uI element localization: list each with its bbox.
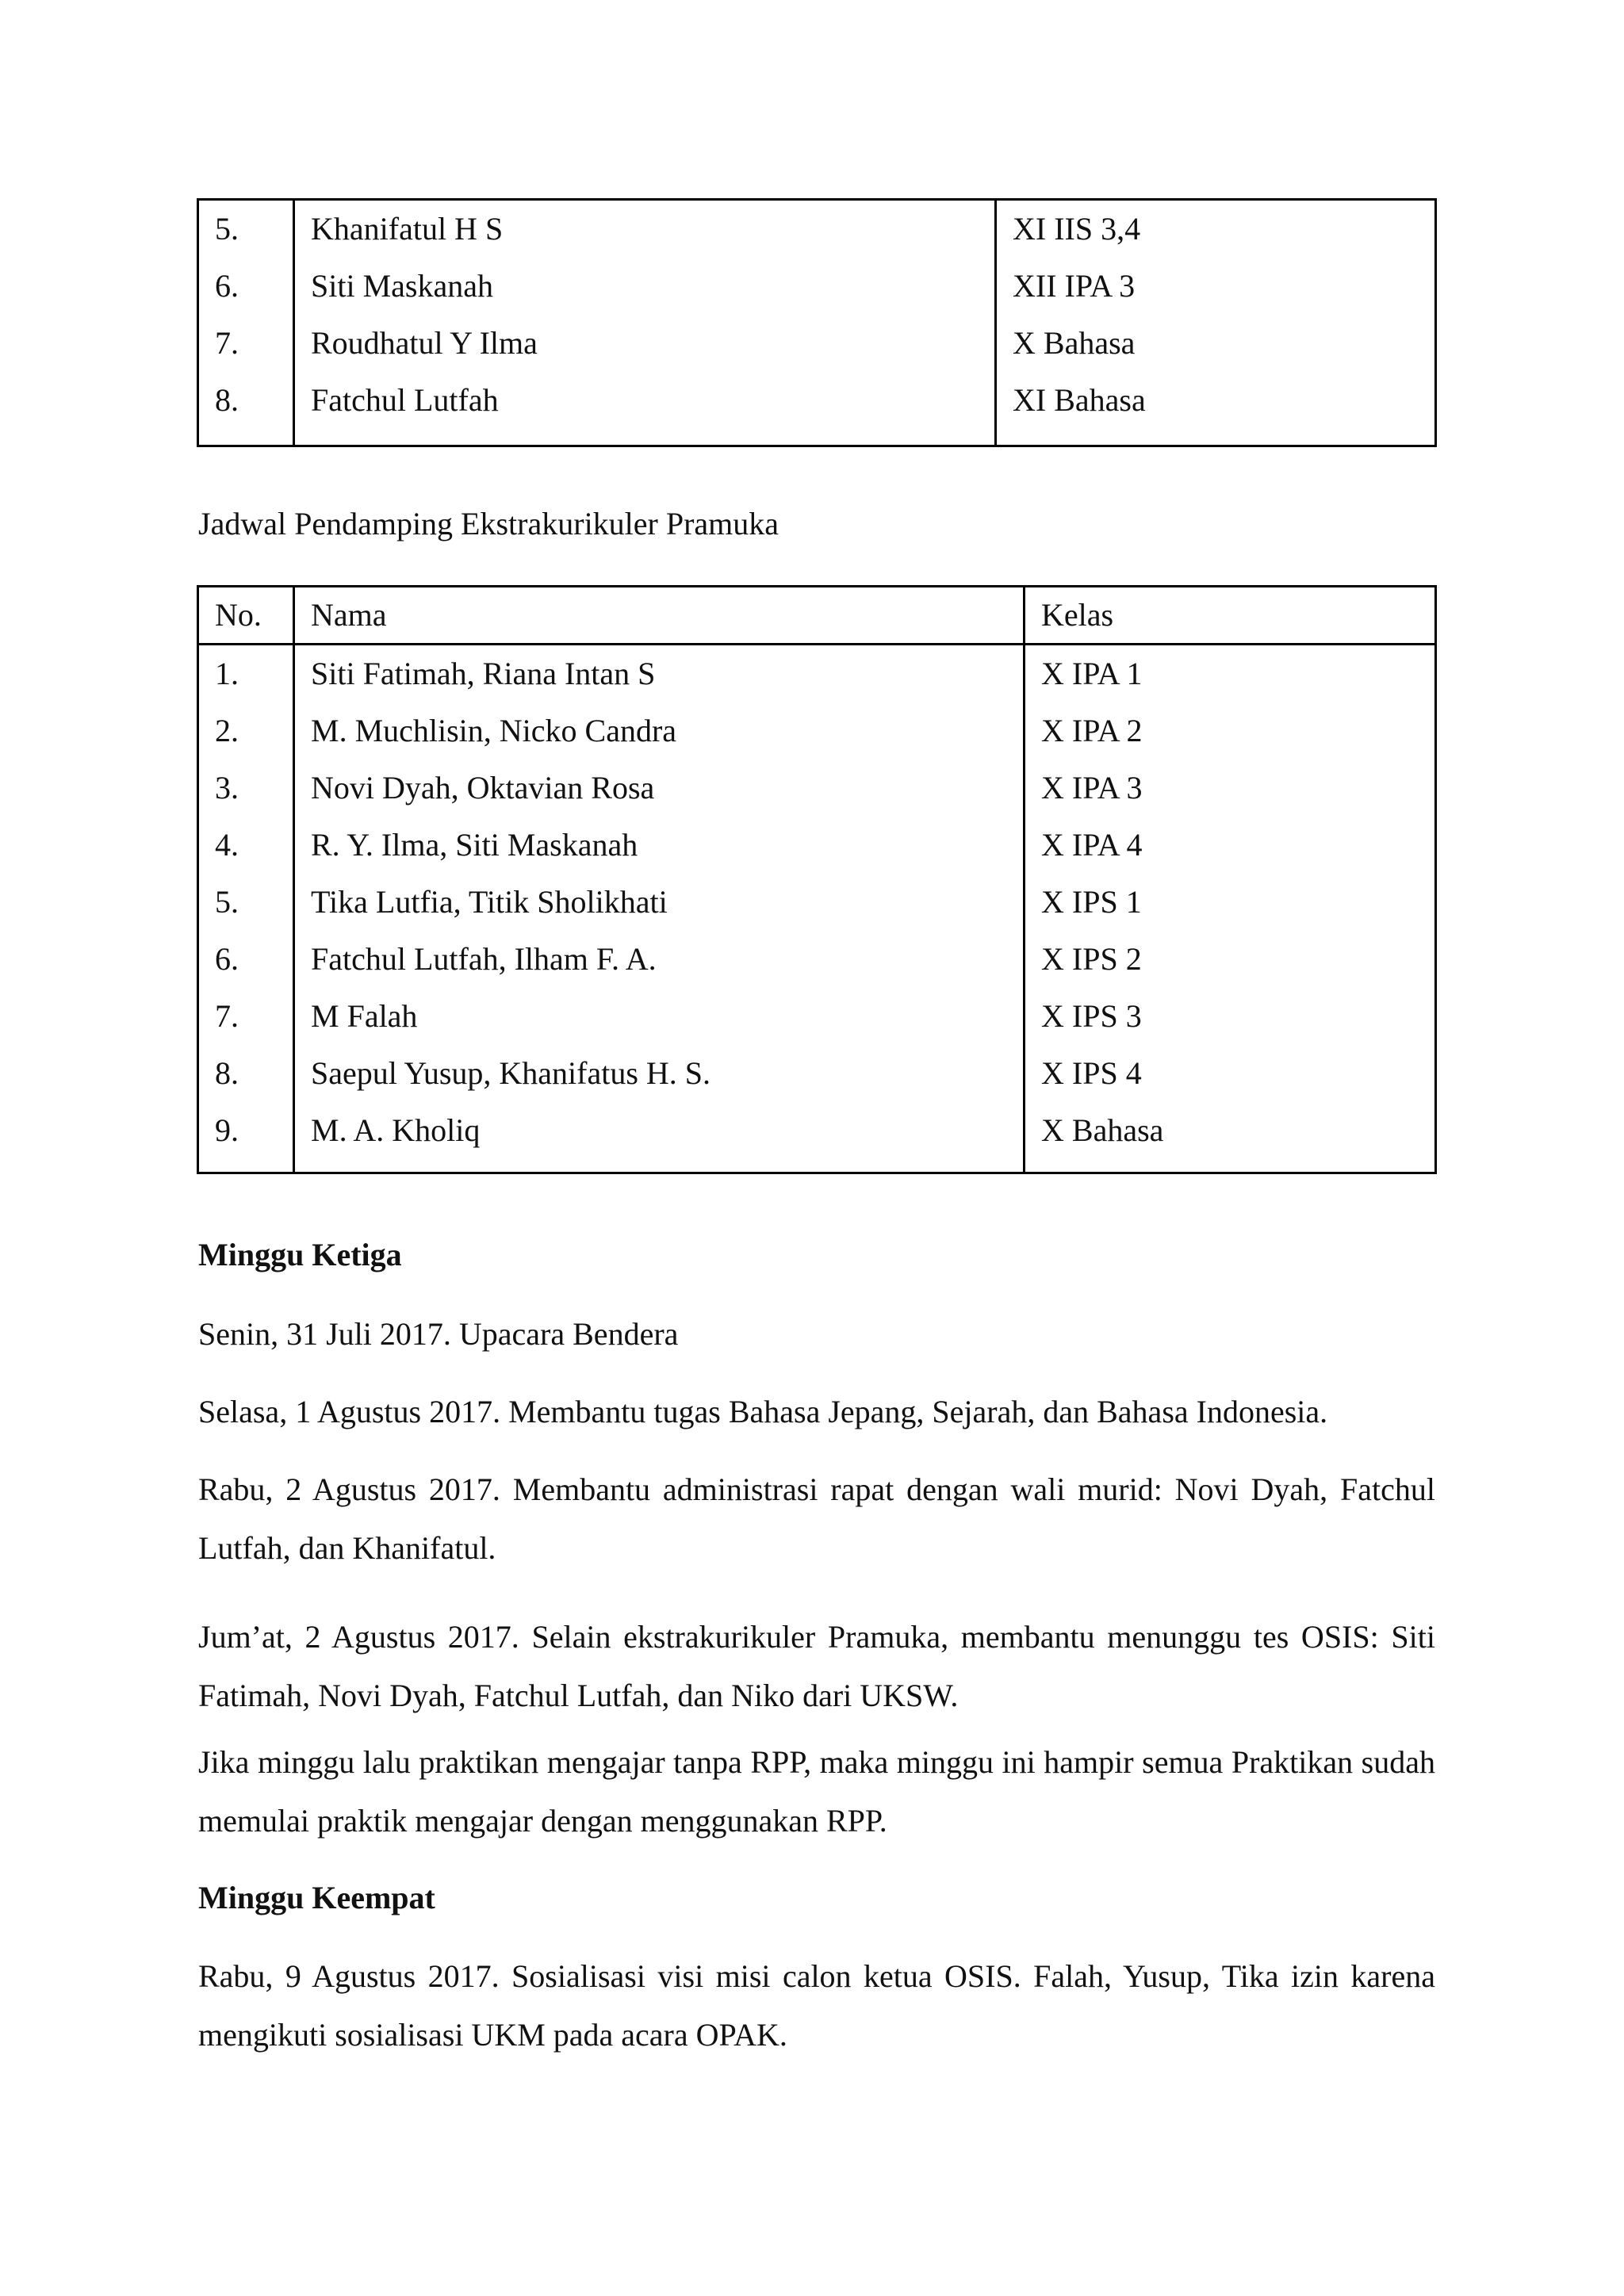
cell-no: 7.: [198, 988, 294, 1045]
cell-kelas: X IPA 3: [1025, 760, 1436, 817]
pramuka-table: [197, 585, 1437, 1174]
cell-nama: Fatchul Lutfah: [294, 372, 996, 446]
paragraph: Rabu, 9 Agustus 2017. Sosialisasi visi misi calon ketua OSIS. Falah, Yusup, Tika izin karena mengikuti sosialisasi UKM pada acara OPAK.: [198, 1958, 1435, 2053]
cell-nama: M. A. Kholiq: [294, 1102, 1025, 1173]
table-row: [198, 258, 1436, 315]
cell-no: 8.: [198, 1045, 294, 1102]
cell-kelas: X IPS 4: [1025, 1045, 1436, 1102]
section-heading-minggu-keempat: Minggu Keempat: [198, 1880, 435, 1915]
cell-no: 1.: [198, 645, 294, 703]
cell-no: 6.: [198, 258, 294, 315]
header-no: No.: [198, 587, 294, 645]
table-header-row: [198, 587, 1436, 645]
cell-no: 7.: [198, 315, 294, 372]
cell-kelas: XII IPA 3: [996, 258, 1436, 315]
table-row: [198, 874, 1436, 931]
cell-kelas: XI Bahasa: [996, 372, 1436, 446]
cell-no: 8.: [198, 372, 294, 446]
continued-table: [197, 198, 1437, 447]
cell-kelas: X IPS 3: [1025, 988, 1436, 1045]
table-row: [198, 1045, 1436, 1102]
cell-nama: Novi Dyah, Oktavian Rosa: [294, 760, 1025, 817]
paragraph: Jika minggu lalu praktikan mengajar tanpa RPP, maka minggu ini hampir semua Praktikan sudah memulai praktik mengajar dengan menggunakan RPP.: [198, 1744, 1435, 1839]
table-row: [198, 817, 1436, 874]
cell-no: 5.: [198, 200, 294, 258]
cell-nama: M. Muchlisin, Nicko Candra: [294, 702, 1025, 760]
cell-nama: R. Y. Ilma, Siti Maskanah: [294, 817, 1025, 874]
cell-no: 9.: [198, 1102, 294, 1173]
table-row: [198, 1102, 1436, 1173]
table-caption: Jadwal Pendamping Ekstrakurikuler Pramuka: [198, 506, 779, 541]
cell-nama: M Falah: [294, 988, 1025, 1045]
table-row: [198, 315, 1436, 372]
cell-nama: Siti Fatimah, Riana Intan S: [294, 645, 1025, 703]
paragraph: Senin, 31 Juli 2017. Upacara Bendera: [198, 1316, 679, 1352]
cell-kelas: X IPA 1: [1025, 645, 1436, 703]
paragraph: Jum’at, 2 Agustus 2017. Selain ekstrakurikuler Pramuka, membantu menunggu tes OSIS: Siti Fatimah, Novi Dyah, Fatchul Lutfah, dan Niko dari UKSW.: [198, 1619, 1435, 1713]
cell-kelas: X IPS 1: [1025, 874, 1436, 931]
cell-kelas: X Bahasa: [1025, 1102, 1436, 1173]
table-row: [198, 372, 1436, 446]
paragraph: Rabu, 2 Agustus 2017. Membantu administrasi rapat dengan wali murid: Novi Dyah, Fatchul Lutfah, dan Khanifatul.: [198, 1471, 1435, 1566]
cell-no: 4.: [198, 817, 294, 874]
header-nama: Nama: [294, 587, 1025, 645]
cell-kelas: X IPA 4: [1025, 817, 1436, 874]
cell-kelas: X Bahasa: [996, 315, 1436, 372]
table-row: [198, 702, 1436, 760]
cell-nama: Saepul Yusup, Khanifatus H. S.: [294, 1045, 1025, 1102]
cell-no: 2.: [198, 702, 294, 760]
cell-nama: Khanifatul H S: [294, 200, 996, 258]
cell-nama: Fatchul Lutfah, Ilham F. A.: [294, 931, 1025, 988]
paragraph: Selasa, 1 Agustus 2017. Membantu tugas Bahasa Jepang, Sejarah, dan Bahasa Indonesia.: [198, 1394, 1328, 1429]
cell-kelas: X IPS 2: [1025, 931, 1436, 988]
table-row: [198, 645, 1436, 703]
section-heading-minggu-ketiga: Minggu Ketiga: [198, 1237, 402, 1272]
cell-nama: Roudhatul Y Ilma: [294, 315, 996, 372]
header-kelas: Kelas: [1025, 587, 1436, 645]
cell-no: 5.: [198, 874, 294, 931]
cell-kelas: XI IIS 3,4: [996, 200, 1436, 258]
table-row: [198, 760, 1436, 817]
cell-nama: Siti Maskanah: [294, 258, 996, 315]
cell-kelas: X IPA 2: [1025, 702, 1436, 760]
cell-nama: Tika Lutfia, Titik Sholikhati: [294, 874, 1025, 931]
cell-no: 3.: [198, 760, 294, 817]
table-row: [198, 988, 1436, 1045]
table-row: [198, 200, 1436, 258]
table-row: [198, 931, 1436, 988]
cell-no: 6.: [198, 931, 294, 988]
